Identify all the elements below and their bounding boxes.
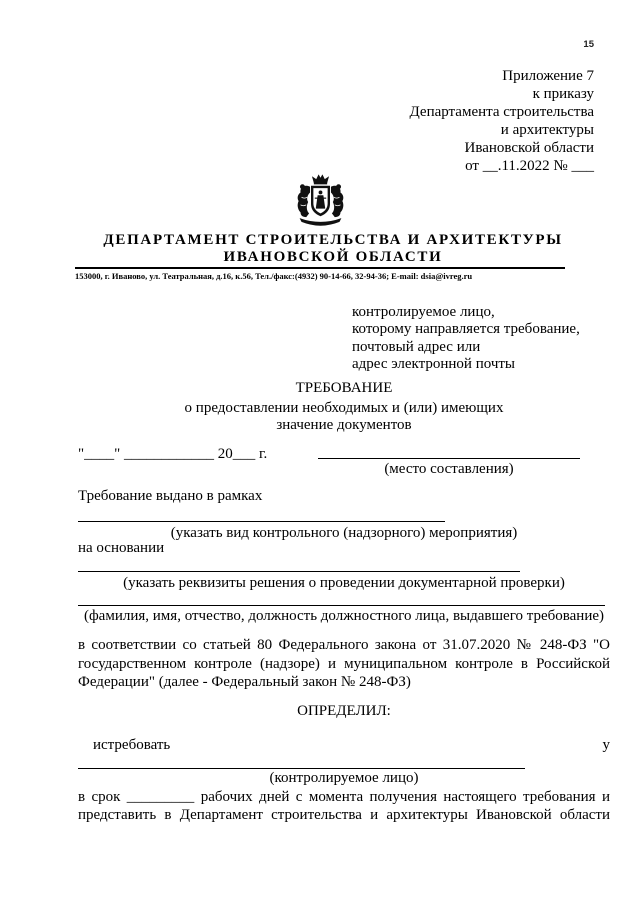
basis-label: на основании <box>78 540 165 556</box>
appendix-line: и архитектуры <box>500 122 594 138</box>
letterhead-org-name <box>75 232 591 266</box>
legal-basis-line: в соответствии со статьей 80 Федерального закона от 31.07.2020 № 248-ФЗ "О <box>78 637 610 653</box>
coat-of-arms-icon <box>292 172 349 230</box>
page-number: 15 <box>583 39 594 50</box>
letterhead-divider <box>75 267 565 269</box>
event-type-caption: (указать вид контрольного (надзорного) мероприятия) <box>170 525 518 541</box>
emblem-supporter-right <box>331 186 343 217</box>
issued-within-label: Требование выдано в рамках <box>78 488 263 504</box>
place-caption: (место составления) <box>384 461 514 477</box>
emblem-crown-band <box>314 182 327 184</box>
legal-basis-line: государственном контроле (надзоре) и муниципальном контроле в Российской <box>78 655 610 672</box>
appendix-reference <box>334 67 594 175</box>
decision-caption: (указать реквизиты решения о проведении документарной проверки) <box>123 575 565 591</box>
place-blank-line <box>318 458 580 459</box>
document-title: ТРЕБОВАНИЕ <box>295 380 393 396</box>
legal-basis-line: Федерации" (далее - Федеральный закон № 248-ФЗ) <box>78 674 411 690</box>
appendix-line: Ивановской области <box>464 140 594 156</box>
document-subtitle-line: значение документов <box>276 417 412 433</box>
document-subtitle-line: о предоставлении необходимых и (или) имеющих <box>184 400 504 416</box>
demand-line: истребовать у <box>93 737 610 753</box>
deadline-line: в срок _________ рабочих дней с момента получения настоящего требования и <box>78 789 610 805</box>
official-caption: (фамилия, имя, отчество, должность должностного лица, выдавшего требование) <box>83 608 605 624</box>
emblem-base-wreath <box>300 218 342 226</box>
recipient-line: адрес электронной почты <box>352 356 516 373</box>
event-type-blank-line <box>78 521 445 522</box>
coat-of-arms-svg <box>292 172 349 230</box>
letterhead-contacts: 153000, г. Иваново, ул. Театральная, д.16, к.56, Тел./факс:(4932) 90-14-66, 32-94-36; E-mail: dsia@ivreg.ru <box>75 271 473 281</box>
appendix-line: Департамента строительства <box>409 104 594 120</box>
decision-heading: ОПРЕДЕЛИЛ: <box>297 703 391 719</box>
deadline-line: представить в Департамент строительства и архитектуры Ивановской области <box>78 807 610 823</box>
recipient-block <box>352 304 580 374</box>
emblem-figure-head <box>319 191 323 195</box>
recipient-line: которому направляется требование, <box>352 321 580 338</box>
appendix-line: Приложение 7 <box>502 68 594 84</box>
appendix-line: к приказу <box>532 86 594 102</box>
org-name-line: ДЕПАРТАМЕНТ СТРОИТЕЛЬСТВА И АРХИТЕКТУРЫ <box>103 232 563 248</box>
appendix-order-date: от __.11.2022 № ___ <box>465 158 594 174</box>
recipient-line: почтовый адрес или <box>352 338 481 355</box>
decision-blank-line <box>78 571 520 572</box>
emblem-crown <box>312 174 329 183</box>
org-name-line: ИВАНОВСКОЙ ОБЛАСТИ <box>223 249 443 265</box>
emblem-supporter-right-head <box>336 184 341 189</box>
official-blank-line <box>78 605 605 606</box>
emblem-supporter-left-head <box>300 184 305 189</box>
date-field: "____" ____________ 20___ г. <box>78 446 268 462</box>
controlled-party-caption: (контролируемое лицо) <box>269 770 419 786</box>
emblem-supporter-left <box>298 186 310 217</box>
recipient-line: контролируемое лицо, <box>352 304 495 320</box>
